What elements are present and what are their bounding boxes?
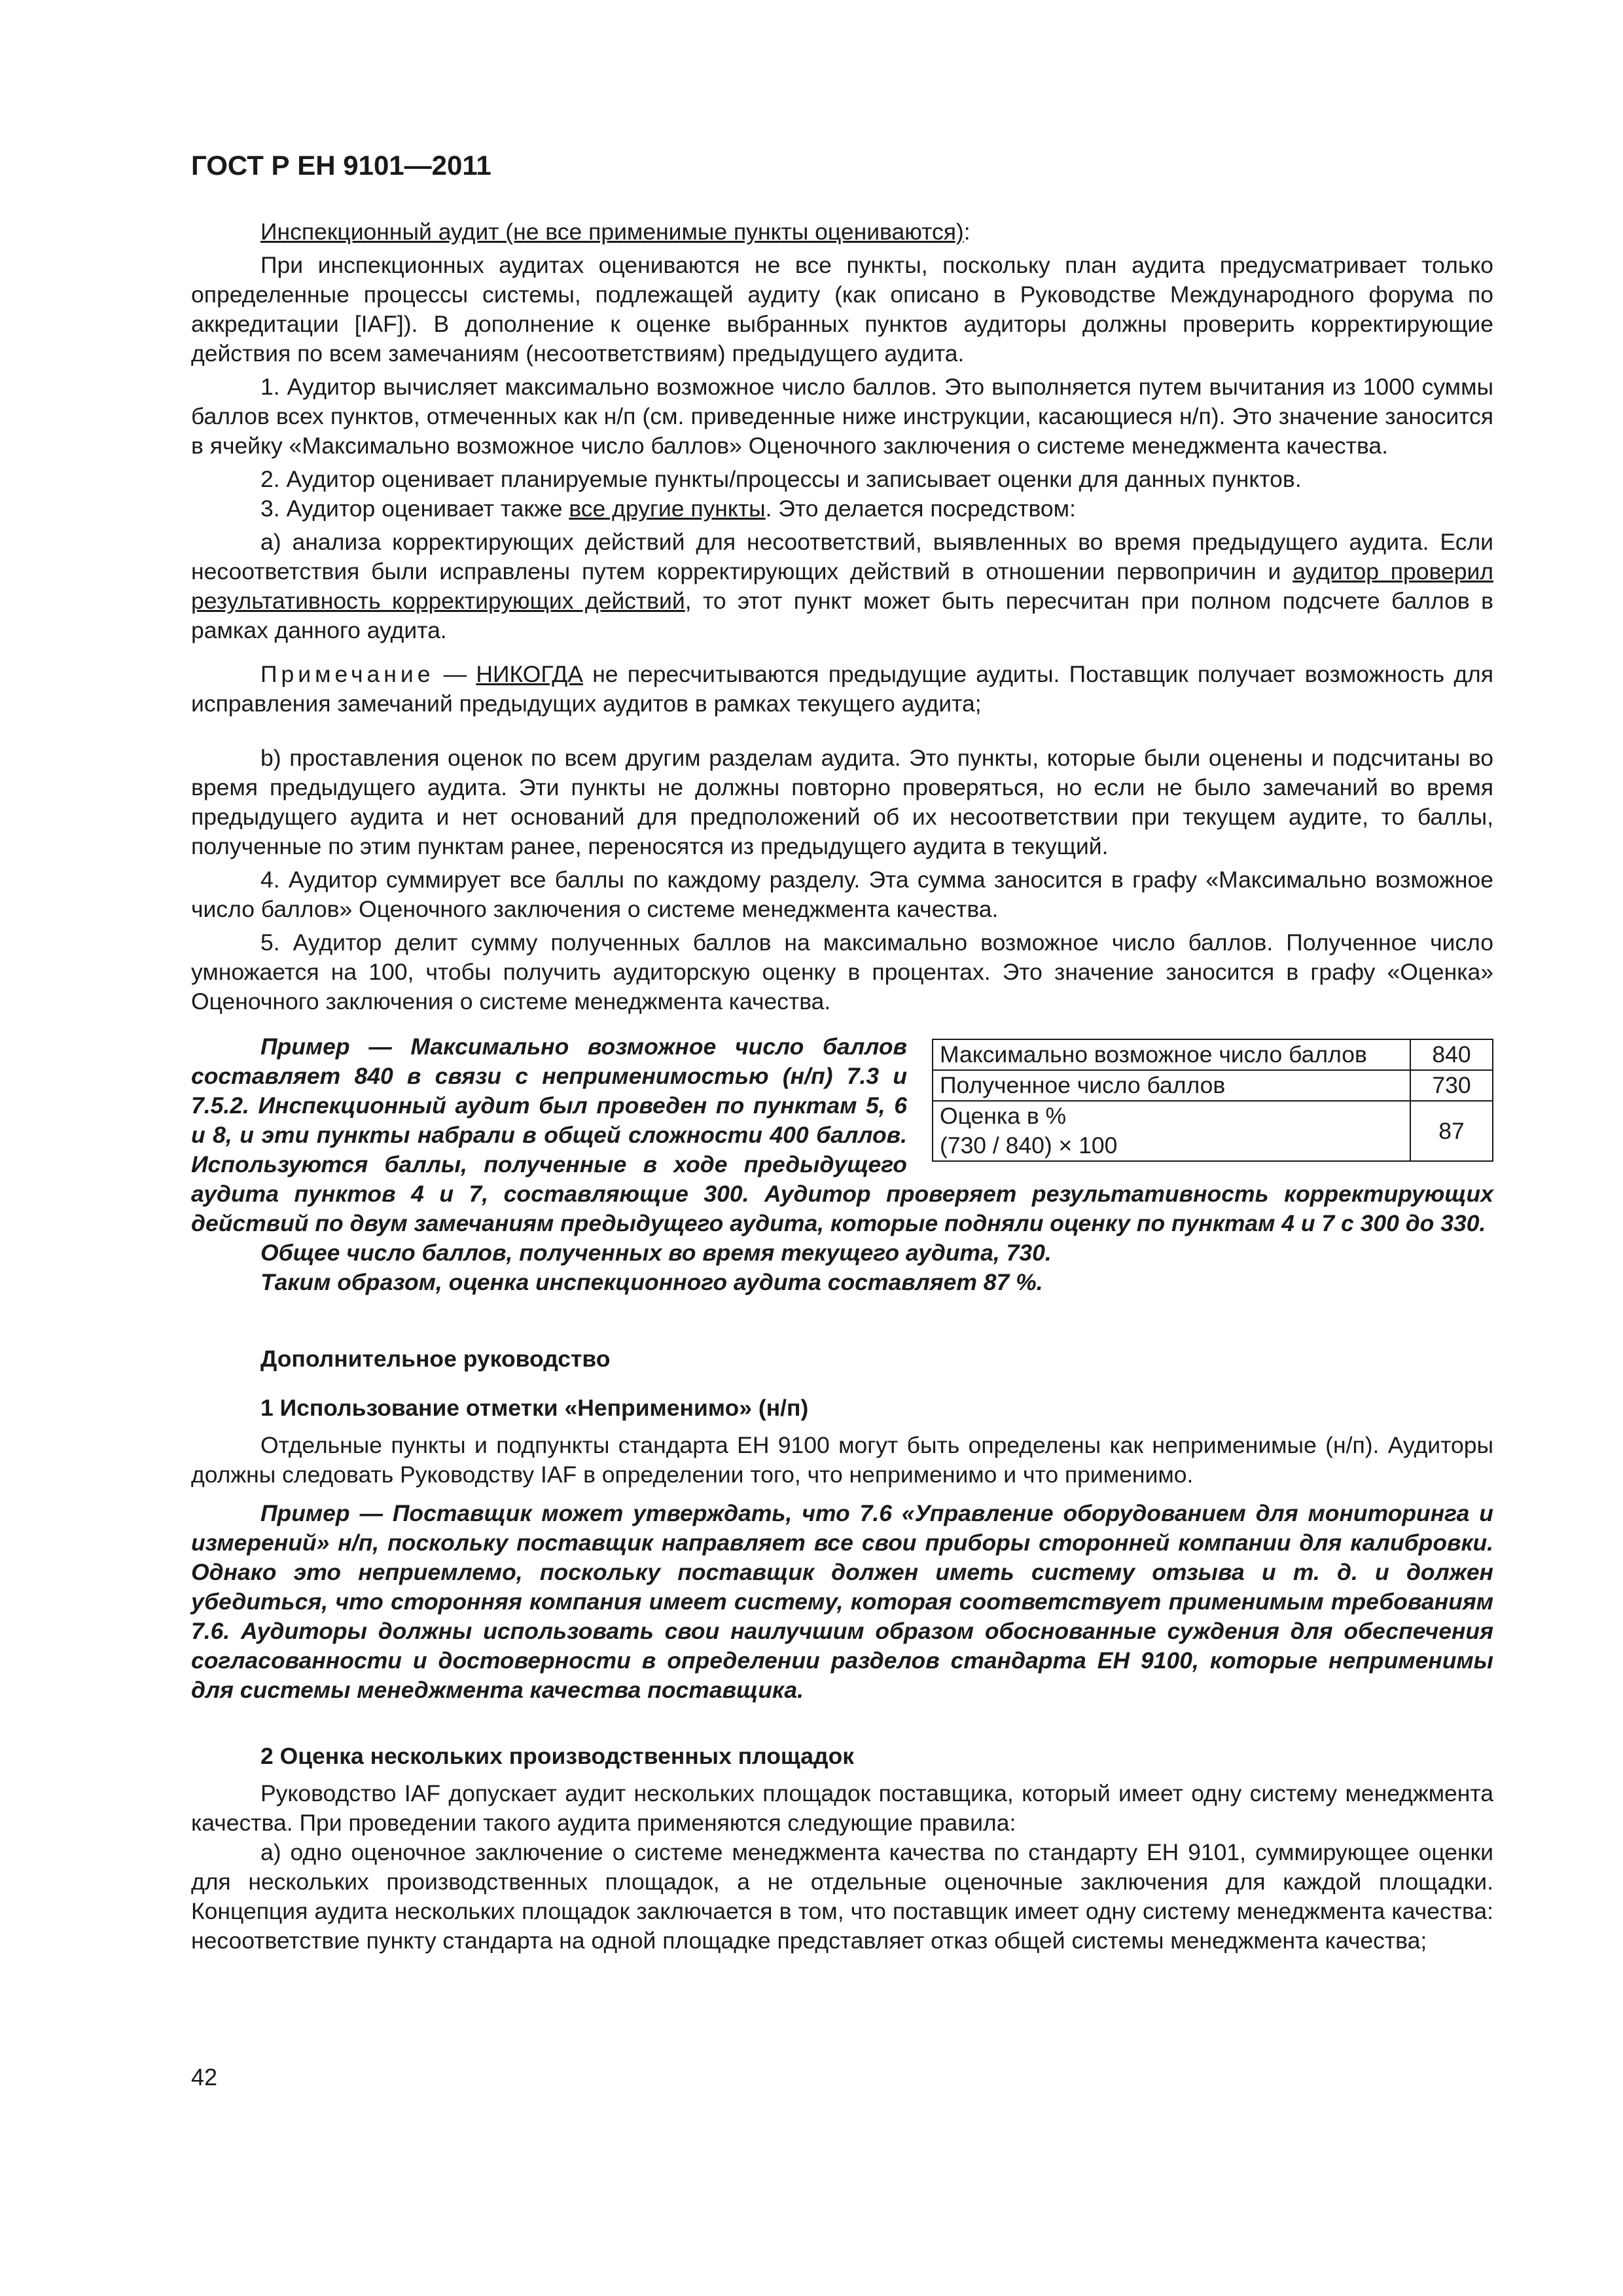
table-row bbox=[933, 1070, 1493, 1101]
step-3-tail: . Это делается посредством: bbox=[765, 495, 1076, 522]
section-2-heading: 2 Оценка нескольких производственных площадок bbox=[260, 1743, 855, 1769]
step-2: 2. Аудитор оценивает планируемые пункты/процессы и записывает оценки для данных пунктов. bbox=[260, 466, 1302, 492]
example-1-result: Таким образом, оценка инспекционного аудита составляет 87 %. bbox=[260, 1269, 1043, 1295]
section-1-heading: 1 Использование отметки «Неприменимо» (н/п) bbox=[260, 1395, 809, 1421]
surveillance-audit-title: Инспекционный аудит (не все применимые пункты оцениваются) bbox=[260, 219, 964, 245]
table-row bbox=[933, 1039, 1493, 1070]
received-score-label: Полученное число баллов bbox=[933, 1070, 1410, 1101]
step-3-text: 3. Аудитор оценивает также bbox=[260, 495, 569, 522]
note-never: НИКОГДА bbox=[476, 661, 583, 687]
step-1: 1. Аудитор вычисляет максимально возможное число баллов. Это выполняется путем вычитания из 1000 суммы баллов всех пунктов, отмеченных как н/п (см. приведенные ниже инструкции, касающиеся н/п). Это значение заносится в ячейку «Максимально возможное число баллов» Оценочного заключения о системе менеджмента качества. bbox=[191, 374, 1493, 459]
item-a-underlined: аудитор проверил результативность корректирующих действий bbox=[191, 558, 1493, 614]
step-3 bbox=[191, 494, 1493, 524]
paragraph-multi-site-a: а) одно оценочное заключение о системе менеджмента качества по стандарту ЕН 9101, суммирующее оценки для нескольких производственных площадок, а не отдельные оценочные заключения для каждой площадки. Концепция аудита нескольких площадок заключается в том, что поставщик имеет одну систему менеджмента качества: несоответствие пункту стандарта на одной площадке представляет отказ общей системы менеджмента качества; bbox=[191, 1839, 1493, 1954]
page-content bbox=[191, 149, 1493, 1956]
example-2-text: Пример — Поставщик может утверждать, что 7.6 «Управление оборудованием для мониторинга и измерений» н/п, поскольку поставщик направляет все свои приборы сторонней компании для калибровки. Однако это неприемлемо, поскольку поставщик должен иметь систему отзыва и т. д. и должен убедиться, что сторонняя компания имеет систему, которая соответствует применимым требованиям 7.6. Аудиторы должны использовать свои наилучшим образом обоснованные суждения для обеспечения согласованности и достоверности в определении разделов стандарта ЕН 9100, которые неприменимы для системы менеджмента качества поставщика. bbox=[191, 1500, 1493, 1703]
example-1-block bbox=[191, 1032, 1493, 1297]
standard-header: ГОСТ Р ЕН 9101—2011 bbox=[191, 150, 491, 181]
max-score-value: 840 bbox=[1410, 1039, 1493, 1070]
surveillance-audit-heading bbox=[191, 217, 1493, 247]
item-a-tail: , то этот пункт может быть пересчитан при полном подсчете баллов в рамках данного аудита. bbox=[191, 588, 1493, 643]
note bbox=[191, 660, 1493, 719]
note-text: не пересчитываются предыдущие аудиты. Поставщик получает возможность для исправления замечаний предыдущих аудитов в рамках текущего аудита; bbox=[191, 661, 1493, 717]
paragraph-not-applicable: Отдельные пункты и подпункты стандарта ЕН 9100 могут быть определены как неприменимые (н/п). Аудиторы должны следовать Руководству IAF в определении того, что неприменимо и что применимо. bbox=[191, 1432, 1493, 1488]
percent-label: Оценка в % bbox=[940, 1103, 1067, 1129]
note-dash: — bbox=[434, 661, 476, 687]
step-4: 4. Аудитор суммирует все баллы по каждому разделу. Эта сумма заносится в графу «Максимально возможное число баллов» Оценочного заключения о системе менеджмента качества. bbox=[191, 867, 1493, 922]
step-3-underlined: все другие пункты bbox=[569, 495, 766, 522]
score-table bbox=[932, 1039, 1493, 1162]
paragraph-multi-site: Руководство IAF допускает аудит нескольких площадок поставщика, который имеет одну систему менеджмента качества. При проведении такого аудита применяются следующие правила: bbox=[191, 1780, 1493, 1836]
percent-label-cell bbox=[933, 1101, 1410, 1161]
percent-value: 87 bbox=[1410, 1101, 1493, 1161]
percent-formula: (730 / 840) × 100 bbox=[940, 1132, 1118, 1158]
note-label: Примечание bbox=[260, 661, 435, 687]
example-1-total: Общее число баллов, полученных во время текущего аудита, 730. bbox=[260, 1240, 1052, 1266]
received-score-value: 730 bbox=[1410, 1070, 1493, 1101]
step-5: 5. Аудитор делит сумму полученных баллов на максимально возможное число баллов. Полученное число умножается на 100, чтобы получить аудиторскую оценку в процентах. Это значение заносится в графу «Оценка» Оценочного заключения о системе менеджмента качества. bbox=[191, 929, 1493, 1014]
heading-colon: : bbox=[963, 219, 971, 245]
page-number: 42 bbox=[191, 2064, 218, 2090]
paragraph-surveillance-intro: При инспекционных аудитах оцениваются не все пункты, поскольку план аудита предусматривает только определенные процессы системы, подлежащей аудиту (как описано в Руководстве Международного форума по аккредитации [IAF]). В дополнение к оценке выбранных пунктов аудиторы должны проверить корректирующие действия по всем замечаниям (несоответствиям) предыдущего аудита. bbox=[191, 252, 1493, 367]
table-row bbox=[933, 1101, 1493, 1161]
item-a-text: a) анализа корректирующих действий для несоответствий, выявленных во время предыдущего аудита. Если несоответствия были исправлены путем корректирующих действий в отношении первопричин и bbox=[191, 529, 1493, 584]
item-b: b) проставления оценок по всем другим разделам аудита. Это пункты, которые были оценены и подсчитаны во время предыдущего аудита. Эти пункты не должны повторно проверяться, но если не было замечаний во время предыдущего аудита и нет оснований для предположений об их несоответствии при текущем аудите, то баллы, полученные по этим пунктам ранее, переносятся из предыдущего аудита в текущий. bbox=[191, 745, 1493, 859]
additional-guidance-heading: Дополнительное руководство bbox=[260, 1346, 611, 1372]
item-a bbox=[191, 528, 1493, 645]
example-1-text: Пример — Максимально возможное число баллов составляет 840 в связи с неприменимостью (н/п) 7.3 и 7.5.2. Инспекционный аудит был проведен по пунктам 5, 6 и 8, и эти пункты набрали в общей сложности 400 баллов. Используются баллы, полученные в ходе предыдущего аудита пунктов 4 и 7, составляющие 300. Аудитор проверяет результативность корректирующих действий по двум замечаниям предыдущего аудита, которые подняли оценку по пунктам 4 и 7 с 300 до 330. bbox=[191, 1033, 1493, 1236]
max-score-label: Максимально возможное число баллов bbox=[933, 1039, 1410, 1070]
